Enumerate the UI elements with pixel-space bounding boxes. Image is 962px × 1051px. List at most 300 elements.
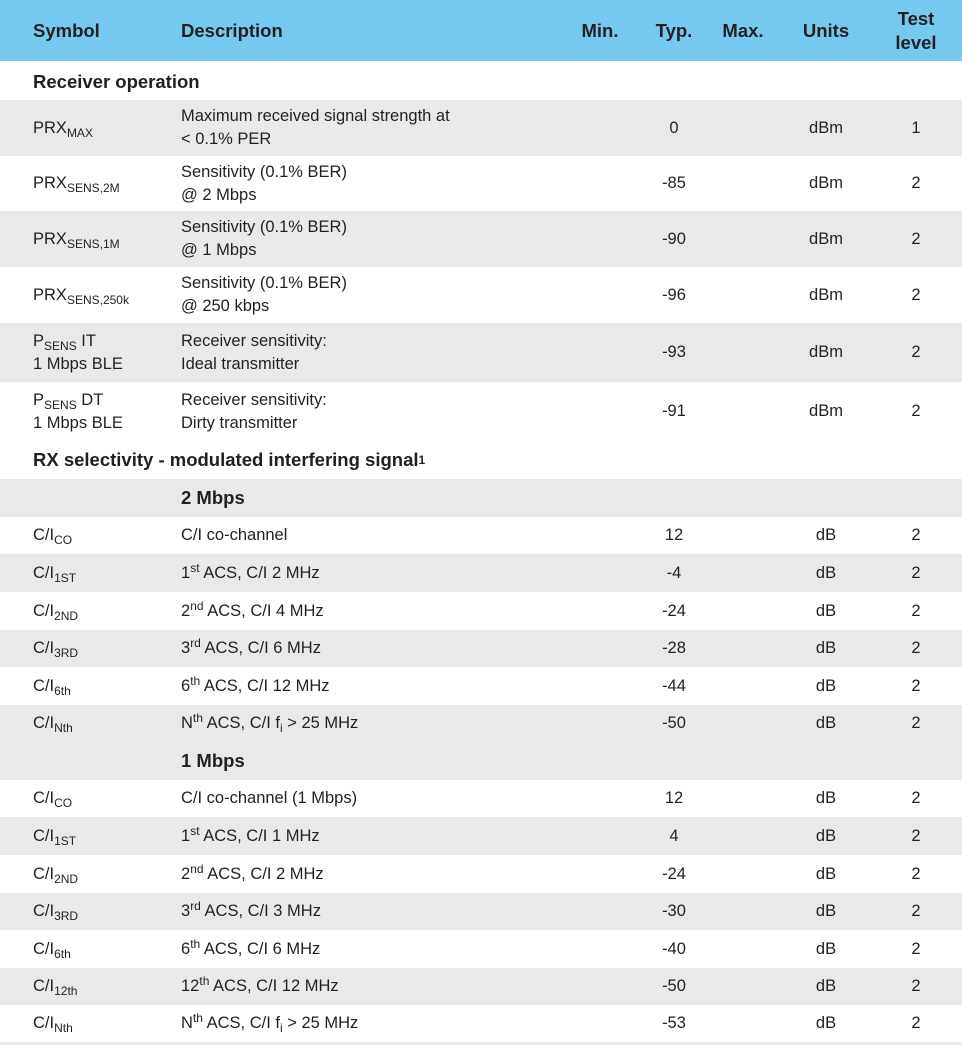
header-max: Max. — [722, 19, 764, 41]
test-level-value-text: 2 — [911, 789, 921, 807]
max-value — [716, 211, 770, 267]
units-value — [790, 592, 862, 630]
max-value — [716, 705, 770, 742]
symbol-subscript: 2ND — [54, 871, 79, 886]
units-value — [790, 267, 862, 323]
table-row — [0, 780, 962, 817]
description-line1: Sensitivity (0.1% BER) — [181, 162, 347, 181]
test-level-value-text: 2 — [911, 977, 921, 995]
symbol-cell — [33, 968, 173, 1005]
header-test-line2: level — [895, 31, 937, 53]
description-subscript: i — [279, 1021, 283, 1035]
test-level-value — [885, 100, 947, 156]
max-value — [716, 1005, 770, 1042]
description-cell — [181, 211, 571, 267]
symbol-main: P — [33, 390, 45, 409]
test-level-value-text: 2 — [911, 343, 921, 361]
test-level-value-text: 2 — [911, 676, 921, 695]
symbol-subscript: 3RD — [54, 646, 79, 660]
test-level-value — [885, 554, 947, 592]
section-receiver-operation — [0, 63, 962, 100]
table-row — [0, 893, 962, 930]
table-row — [0, 554, 962, 592]
test-level-value — [885, 267, 947, 323]
table-row — [0, 630, 962, 667]
symbol-subscript: SENS,250k — [66, 292, 129, 307]
units-value-text: dBm — [809, 229, 843, 248]
units-value-text: dB — [815, 789, 837, 807]
min-value — [574, 592, 626, 630]
test-level-value — [885, 630, 947, 667]
table-row — [0, 592, 962, 630]
min-value — [574, 630, 626, 667]
test-level-value-text: 2 — [911, 174, 921, 192]
symbol-cell — [33, 267, 173, 323]
description-cell — [181, 780, 571, 817]
max-value — [716, 554, 770, 592]
test-level-value-text: 1 — [911, 118, 921, 137]
description-text: ACS, C/I 4 MHz — [203, 601, 324, 620]
symbol-line2: 1 Mbps BLE — [33, 354, 123, 373]
description-cell — [181, 667, 571, 705]
symbol-main: C/I — [33, 563, 55, 582]
units-value — [790, 156, 862, 211]
symbol-cell — [33, 930, 173, 968]
symbol-line — [33, 389, 173, 412]
symbol-cell — [33, 630, 173, 667]
description-text: ACS, C/I 1 MHz — [199, 826, 320, 845]
min-value — [574, 382, 626, 441]
symbol-main: PRX — [33, 229, 67, 248]
typ-value — [648, 517, 700, 554]
symbol-main: C/I — [33, 977, 55, 995]
symbol-line — [33, 524, 173, 547]
test-level-value-text: 2 — [911, 826, 921, 845]
typ-value-text: -93 — [662, 343, 686, 361]
description-ordinal-suffix: rd — [190, 636, 201, 650]
description-text: ACS, C/I 12 MHz — [200, 676, 330, 695]
test-level-value-text: 2 — [911, 229, 921, 248]
test-level-value-text: 2 — [911, 1014, 921, 1032]
table-row — [0, 930, 962, 968]
header-test-level — [885, 0, 947, 61]
units-value — [790, 382, 862, 441]
header-test-line1: Test — [897, 7, 935, 29]
test-level-value — [885, 667, 947, 705]
units-value — [790, 554, 862, 592]
symbol-subscript: 1ST — [54, 833, 77, 848]
symbol-subscript: CO — [54, 796, 73, 810]
symbol-cell — [33, 100, 173, 156]
symbol-line — [33, 637, 173, 660]
description-line — [181, 938, 571, 961]
test-level-value-text: 2 — [911, 285, 921, 304]
description-cell — [181, 1005, 571, 1042]
description-line1: Receiver sensitivity: — [181, 390, 327, 409]
typ-value-text: -53 — [662, 1014, 686, 1032]
typ-value-text: -44 — [662, 676, 686, 695]
bottom-rule — [0, 1042, 962, 1045]
symbol-line — [33, 600, 173, 623]
typ-value — [648, 592, 700, 630]
description-ordinal-suffix: th — [192, 711, 203, 725]
description-after: > 25 MHz — [282, 714, 359, 732]
symbol-line — [33, 787, 173, 810]
table-row — [0, 156, 962, 211]
typ-value — [648, 382, 700, 441]
description-line2: @ 250 kbps — [181, 297, 270, 315]
description-ordinal-suffix: th — [190, 936, 201, 951]
description-ordinal: 3 — [181, 902, 191, 920]
table-row — [0, 100, 962, 156]
header-min: Min. — [581, 19, 619, 41]
min-value — [574, 517, 626, 554]
test-level-value — [885, 592, 947, 630]
typ-value-text: -40 — [662, 939, 686, 958]
description-line — [181, 600, 571, 623]
symbol-line — [33, 712, 173, 735]
units-value — [790, 323, 862, 382]
table-row — [0, 323, 962, 382]
description-cell — [181, 100, 571, 156]
units-value — [790, 855, 862, 893]
symbol-main: C/I — [33, 526, 55, 544]
units-value — [790, 705, 862, 742]
symbol-main: C/I — [33, 864, 55, 883]
symbol-subscript: 2ND — [54, 608, 79, 623]
description-line2: @ 1 Mbps — [181, 241, 257, 259]
typ-value — [648, 630, 700, 667]
test-level-value — [885, 1005, 947, 1042]
description-ordinal: 1 — [181, 563, 191, 582]
typ-value — [648, 817, 700, 855]
table-row — [0, 267, 962, 323]
description-text: ACS, C/I 12 MHz — [209, 977, 339, 995]
max-value — [716, 323, 770, 382]
typ-value — [648, 855, 700, 893]
symbol-subscript: CO — [54, 533, 73, 547]
description-line — [181, 675, 571, 698]
description-line — [181, 1012, 571, 1035]
description-ordinal: 6 — [181, 676, 191, 695]
units-value-text: dBm — [809, 402, 843, 420]
symbol-main: P — [33, 331, 45, 350]
typ-value — [648, 968, 700, 1005]
description-cell — [181, 855, 571, 893]
typ-value — [648, 323, 700, 382]
max-value — [716, 156, 770, 211]
description-text: ACS, C/I f — [202, 1014, 280, 1032]
symbol-cell — [33, 517, 173, 554]
symbol-cell — [33, 855, 173, 893]
test-level-value-text: 2 — [911, 639, 921, 657]
description-cell — [181, 968, 571, 1005]
description-cell — [181, 517, 571, 554]
description-ordinal-suffix: th — [190, 673, 201, 688]
typ-value-text: 12 — [664, 526, 684, 544]
description-cell — [181, 554, 571, 592]
symbol-main: C/I — [33, 601, 55, 620]
description-line1: Maximum received signal strength at — [181, 107, 450, 125]
symbol-line — [33, 228, 173, 251]
description-text: ACS, C/I 2 MHz — [199, 563, 320, 582]
test-level-value-text: 2 — [911, 601, 921, 620]
description-ordinal: 6 — [181, 939, 191, 958]
symbol-line — [33, 825, 173, 848]
typ-value-text: -30 — [662, 902, 686, 920]
table-row — [0, 382, 962, 441]
symbol-main: PRX — [33, 285, 67, 304]
description-line — [181, 562, 571, 585]
min-value — [574, 156, 626, 211]
typ-value-text: 12 — [664, 789, 684, 807]
min-value — [574, 667, 626, 705]
typ-value — [648, 100, 700, 156]
symbol-cell — [33, 780, 173, 817]
symbol-line — [33, 900, 173, 923]
description-line1: Receiver sensitivity: — [181, 331, 327, 350]
symbol-line — [33, 562, 173, 585]
symbol-main: C/I — [33, 1014, 55, 1032]
symbol-main: PRX — [33, 174, 67, 192]
typ-value — [648, 267, 700, 323]
min-value — [574, 968, 626, 1005]
symbol-line — [33, 330, 173, 353]
description-line1: Sensitivity (0.1% BER) — [181, 218, 347, 236]
max-value — [716, 817, 770, 855]
test-level-value — [885, 517, 947, 554]
description-line — [181, 900, 571, 923]
description-line — [181, 637, 571, 660]
units-value-text: dB — [815, 601, 837, 620]
max-value — [716, 100, 770, 156]
description-ordinal: 2 — [181, 601, 191, 620]
description-cell — [181, 705, 571, 742]
symbol-main: C/I — [33, 939, 55, 958]
description-ordinal: N — [181, 1014, 193, 1032]
symbol-cell — [33, 817, 173, 855]
symbol-subscript: SENS,2M — [66, 181, 120, 195]
description-ordinal-suffix: rd — [190, 899, 201, 913]
units-value-text: dB — [815, 864, 837, 883]
typ-value-text: -50 — [662, 977, 686, 995]
symbol-main: C/I — [33, 639, 55, 657]
test-level-value — [885, 780, 947, 817]
test-level-value-text: 2 — [911, 563, 921, 582]
symbol-line — [33, 172, 173, 195]
description-after: > 25 MHz — [282, 1014, 359, 1032]
symbol-suffix: DT — [76, 390, 104, 409]
symbol-main: C/I — [33, 676, 55, 695]
table-row — [0, 855, 962, 893]
table-row — [0, 517, 962, 554]
typ-value — [648, 930, 700, 968]
symbol-line — [33, 863, 173, 886]
units-value-text: dB — [815, 526, 837, 544]
table-row — [0, 705, 962, 742]
units-value-text: dB — [815, 714, 837, 732]
subsection-title — [181, 479, 245, 517]
test-level-value — [885, 817, 947, 855]
description-cell — [181, 930, 571, 968]
units-value — [790, 780, 862, 817]
subsection-title-text: 1 Mbps — [181, 750, 245, 771]
subsection-title — [181, 742, 245, 780]
symbol-cell — [33, 893, 173, 930]
symbol-cell — [33, 382, 173, 441]
description-text: C/I co-channel — [181, 526, 288, 544]
typ-value — [648, 211, 700, 267]
typ-value — [648, 780, 700, 817]
symbol-main: C/I — [33, 714, 55, 732]
min-value — [574, 1005, 626, 1042]
units-value — [790, 211, 862, 267]
max-value — [716, 893, 770, 930]
description-ordinal: 3 — [181, 639, 191, 657]
units-value — [790, 630, 862, 667]
min-value — [574, 705, 626, 742]
symbol-subscript: Nth — [54, 721, 73, 735]
description-ordinal-suffix: th — [192, 1011, 203, 1025]
description-cell — [181, 382, 571, 441]
min-value — [574, 323, 626, 382]
description-text: ACS, C/I f — [202, 714, 280, 732]
typ-value-text: -28 — [662, 639, 686, 657]
min-value — [574, 780, 626, 817]
description-line2: Dirty transmitter — [181, 413, 298, 432]
typ-value-text: -85 — [662, 174, 686, 192]
description-ordinal-suffix: nd — [190, 598, 204, 613]
symbol-line — [33, 284, 173, 307]
header-description: Description — [181, 19, 283, 41]
max-value — [716, 630, 770, 667]
min-value — [574, 817, 626, 855]
description-ordinal: 12 — [181, 977, 200, 995]
max-value — [716, 667, 770, 705]
description-cell — [181, 156, 571, 211]
units-value — [790, 817, 862, 855]
description-line — [181, 975, 571, 998]
typ-value-text: -90 — [662, 229, 686, 248]
typ-value — [648, 156, 700, 211]
min-value — [574, 100, 626, 156]
symbol-main: PRX — [33, 118, 67, 137]
test-level-value-text: 2 — [911, 402, 921, 420]
symbol-suffix: IT — [76, 331, 96, 350]
max-value — [716, 517, 770, 554]
symbol-main: C/I — [33, 902, 55, 920]
description-text: ACS, C/I 3 MHz — [200, 902, 321, 920]
units-value-text: dB — [815, 639, 837, 657]
test-level-value — [885, 705, 947, 742]
table-row — [0, 667, 962, 705]
min-value — [574, 893, 626, 930]
units-value-text: dBm — [809, 118, 843, 137]
table-row — [0, 211, 962, 267]
description-cell — [181, 893, 571, 930]
test-level-value — [885, 323, 947, 382]
symbol-line — [33, 938, 173, 961]
subsection-header — [0, 479, 962, 517]
subsection-title-text: 2 Mbps — [181, 487, 245, 508]
symbol-main: C/I — [33, 826, 55, 845]
description-ordinal: 1 — [181, 826, 191, 845]
typ-value-text: -91 — [662, 402, 686, 420]
description-text: C/I co-channel (1 Mbps) — [181, 789, 358, 807]
units-value — [790, 930, 862, 968]
symbol-cell — [33, 554, 173, 592]
section-title: RX selectivity - modulated interfering signal 1 — [33, 449, 426, 470]
typ-value — [648, 705, 700, 742]
symbol-subscript: 1ST — [54, 570, 77, 585]
test-level-value-text: 2 — [911, 864, 921, 883]
description-line — [181, 787, 571, 810]
table-body — [0, 63, 962, 1042]
description-line1: Sensitivity (0.1% BER) — [181, 274, 347, 292]
symbol-subscript: 3RD — [54, 909, 79, 923]
description-ordinal-suffix: nd — [190, 861, 204, 876]
table-row — [0, 968, 962, 1005]
header-symbol: Symbol — [33, 19, 100, 41]
description-cell — [181, 323, 571, 382]
description-subscript: i — [279, 721, 283, 735]
symbol-cell — [33, 323, 173, 382]
section-rx-selectivity — [0, 441, 962, 479]
test-level-value — [885, 930, 947, 968]
units-value — [790, 667, 862, 705]
test-level-value — [885, 968, 947, 1005]
description-ordinal-suffix: st — [190, 823, 200, 838]
description-line — [181, 863, 571, 886]
units-value-text: dB — [815, 939, 837, 958]
table-row — [0, 1005, 962, 1042]
table-row — [0, 817, 962, 855]
symbol-line — [33, 1012, 173, 1035]
test-level-value — [885, 382, 947, 441]
units-value — [790, 517, 862, 554]
test-level-value-text: 2 — [911, 939, 921, 958]
max-value — [716, 968, 770, 1005]
units-value — [790, 968, 862, 1005]
description-ordinal-suffix: th — [199, 974, 210, 988]
description-cell — [181, 817, 571, 855]
description-text: ACS, C/I 6 MHz — [200, 939, 321, 958]
symbol-cell — [33, 156, 173, 211]
symbol-line — [33, 975, 173, 998]
symbol-subscript: SENS,1M — [66, 236, 120, 251]
description-ordinal-suffix: st — [190, 560, 200, 575]
header-units: Units — [802, 19, 850, 41]
typ-value — [648, 893, 700, 930]
symbol-cell — [33, 592, 173, 630]
units-value-text: dB — [815, 826, 837, 845]
description-cell — [181, 630, 571, 667]
min-value — [574, 211, 626, 267]
units-value-text: dB — [815, 563, 837, 582]
section-title — [33, 63, 200, 100]
max-value — [716, 780, 770, 817]
description-cell — [181, 592, 571, 630]
typ-value-text: -4 — [666, 563, 682, 582]
typ-value — [648, 667, 700, 705]
typ-value — [648, 1005, 700, 1042]
description-line2: Ideal transmitter — [181, 354, 300, 373]
min-value — [574, 554, 626, 592]
typ-value-text: -24 — [662, 864, 686, 883]
units-value-text: dB — [815, 1014, 837, 1032]
symbol-main: C/I — [33, 789, 55, 807]
units-value-text: dBm — [809, 343, 843, 361]
